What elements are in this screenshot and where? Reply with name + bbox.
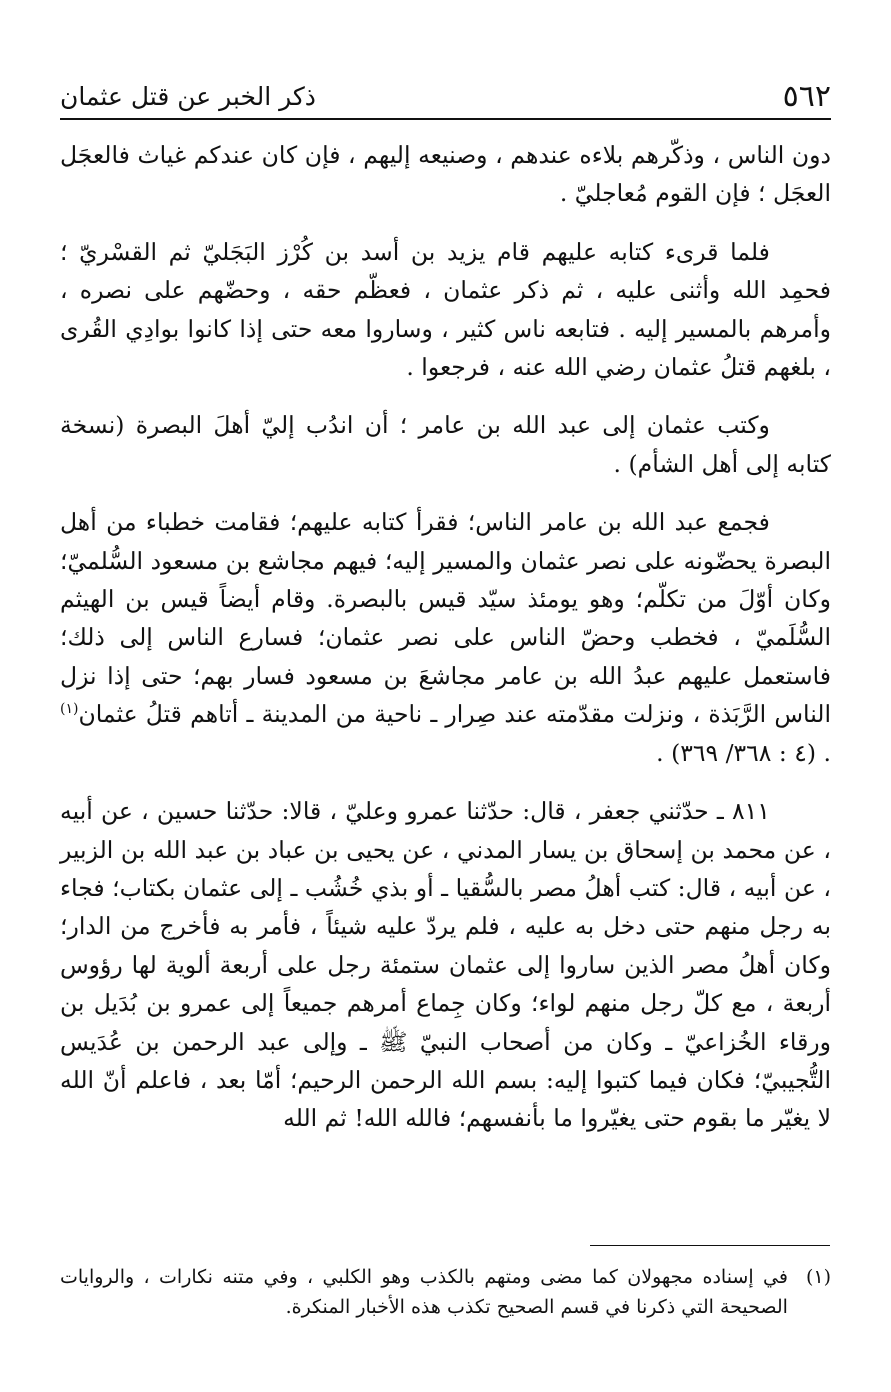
paragraph-1: دون الناس ، وذكّرهم بلاءه عندهم ، وصنيعه إليهم ، فإن كان عندكم غياث فالعجَل العجَل ؛ فإن القوم مُعاجليّ . (60, 141, 831, 208)
page-header (60, 70, 831, 114)
running-title: ذكر الخبر عن قتل عثمان (60, 82, 316, 111)
paragraph-3: وكتب عثمان إلى عبد الله بن عامر ؛ أن اندُب إليّ أهلَ البصرة (نسخة كتابه إلى أهل الشأم) . (60, 411, 831, 478)
paragraph-5: ٨١١ ـ حدّثني جعفر ، قال: حدّثنا عمرو وعليّ ، قالا: حدّثنا حسين ، عن أبيه ، عن محمد بن إسحاق بن يسار المدني ، عن يحيى بن عباد بن عبد الله بن الزبير ، عن أبيه ، قال: كتب أهلُ مصر بالسُّقيا ـ أو بذي خُشُب ـ إلى عثمان بكتاب؛ فجاء به رجل منهم حتى دخل به عليه ، فلم يردّ عليه شيئاً ، فأمر به فأخرج من الدار؛ وكان أهلُ مصر الذين ساروا إلى عثمان ستمئة رجل على أربعة ألوية لها رؤوس أربعة ، مع كلّ رجل منهم لواء؛ وكان جِماع أمرهم جميعاً إلى عمرو بن بُدَيل بن ورقاء الخُزاعيّ ـ وكان من أصحاب النبيّ ﷺ ـ وإلى عبد الرحمن بن عُدَيس التُّجيبيّ؛ فكان فيما كتبوا إليه: بسم الله الرحمن الرحيم؛ أمّا بعد ، فاعلم أنّ الله لا يغيّر ما بقوم حتى يغيّروا ما بأنفسهم؛ فالله الله! ثم الله (60, 797, 831, 1133)
paragraph-4 (60, 503, 831, 772)
page-number: ٥٦٢ (782, 79, 831, 114)
footnote-text: في إسناده مجهولان كما مضى ومتهم بالكذب وهو الكلبي ، وفي متنه نكارات ، والروايات الصحيحة التي ذكرنا في قسم الصحيح تكذب هذه الأخبار المنكرة. (60, 1266, 788, 1318)
header-rule (60, 118, 831, 120)
body-text (60, 136, 831, 1138)
paragraph-2: فلما قرىء كتابه عليهم قام يزيد بن أسد بن كُرْز البَجَليّ ثم القسْريّ ؛ فحمِد الله وأثنى عليه ، ثم ذكر عثمان ، فعظّم حقه ، وحضّهم على نصره ، وأمرهم بالمسير إليه . فتابعه ناس كثير ، وساروا معه حتى إذا كانوا بوادِي القُرى ، بلغهم قتلُ عثمان رضي الله عنه ، فرجعوا . (60, 237, 831, 382)
footnote-rule (590, 1245, 830, 1246)
footnote (60, 1262, 831, 1322)
paragraph-4-text: فجمع عبد الله بن عامر الناس؛ فقرأ كتابه عليهم؛ فقامت خطباء من أهل البصرة يحضّونه على نصر عثمان والمسير إليه؛ فيهم مجاشع بن مسعود السُّلميّ؛ وكان أوّلَ من تكلّم؛ وهو يومئذ سيّد قيس بالبصرة. وقام أيضاً قيس بن الهيثم السُّلَميّ ، فخطب وحضّ الناس على نصر عثمان؛ فسارع الناس إلى ذلك؛ فاستعمل عليهم عبدُ الله بن عامر مجاشعَ بن مسعود فسار بهم؛ حتى إذا نزل الناس الرَّبَذة ، ونزلت مقدّمته عند صِرار ـ ناحية من المدينة ـ أتاهم قتلُ عثمان (60, 508, 831, 729)
footnote-number: (١) (805, 1266, 831, 1288)
citation: . (٤ : ٣٦٨/ ٣٦٩) . (656, 738, 831, 767)
footnote-marker: (١) (60, 701, 79, 718)
